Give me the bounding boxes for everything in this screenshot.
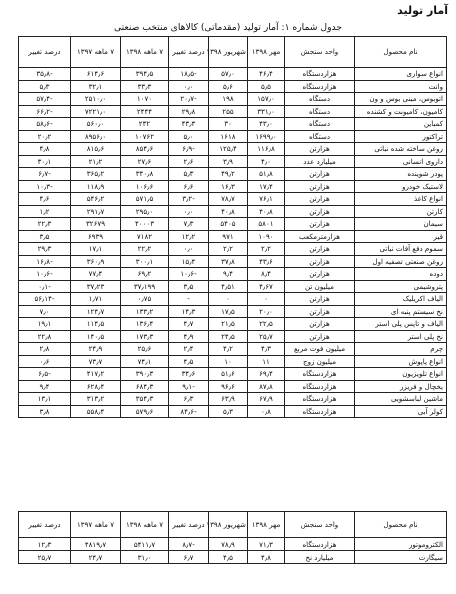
table-row xyxy=(19,143,447,156)
value-cell: ۳۳٫۳ xyxy=(121,80,169,93)
value-cell: -۳٫۲ xyxy=(169,193,209,206)
unit-cell: هزاردستگاه xyxy=(285,68,355,81)
value-cell: ۱۰۷۶۲ xyxy=(121,130,169,143)
product-name-cell: دوده xyxy=(355,268,447,281)
table-row xyxy=(19,68,447,81)
value-cell: ۵۱٫۸ xyxy=(248,168,285,181)
value-cell: ۲۷٫۶ xyxy=(121,155,169,168)
value-cell: ۸۱۵٫۶ xyxy=(71,143,121,156)
column-header: ۷ ماهه ۱۳۹۸ xyxy=(121,37,169,68)
value-cell: ۴٫۸ xyxy=(19,143,71,156)
value-cell: - xyxy=(169,293,209,306)
value-cell: -۶۶٫۲ xyxy=(19,105,71,118)
value-cell: ۳٫۵ xyxy=(169,280,209,293)
value-cell: ۸۷٫۸ xyxy=(248,380,285,393)
value-cell: ۱۶۱۸ xyxy=(209,130,248,143)
value-cell: ۴۶٫۴ xyxy=(248,68,285,81)
value-cell: ۶۹۳۹ xyxy=(71,230,121,243)
value-cell: ۹۷۱ xyxy=(209,230,248,243)
value-cell: ۳۱٫۰ xyxy=(121,551,169,564)
value-cell: ۴۳٫۶ xyxy=(248,255,285,268)
value-cell: -۰٫۱ xyxy=(19,280,71,293)
value-cell: ۵۷۱٫۵ xyxy=(121,193,169,206)
table-row xyxy=(19,551,447,564)
product-name-cell: ماشین لباسشویی xyxy=(355,393,447,406)
value-cell: ۳۹۴٫۵ xyxy=(121,68,169,81)
unit-cell: هزارمترمکعب xyxy=(285,230,355,243)
value-cell: ۲۱٫۲ xyxy=(71,155,121,168)
value-cell: ۶۳٫۹ xyxy=(209,393,248,406)
value-cell: ۶٫۶ xyxy=(169,180,209,193)
column-header: واحد سنجش xyxy=(285,37,355,68)
unit-cell: هزاردستگاه xyxy=(285,368,355,381)
product-name-cell: چرم xyxy=(355,343,447,356)
product-name-cell: نخ سیستم پنبه ای xyxy=(355,305,447,318)
value-cell: ۱۲٫۳ xyxy=(19,538,71,551)
value-cell: -۸۴٫۶ xyxy=(169,405,209,418)
product-name-cell: سیمان xyxy=(355,218,447,231)
column-header: شهریور ۱۳۹۸ xyxy=(209,512,248,538)
table-row xyxy=(19,180,447,193)
table-row xyxy=(19,118,447,131)
value-cell: ۱۱۸٫۹ xyxy=(71,180,121,193)
value-cell: ۲۹۵٫۰ xyxy=(121,205,169,218)
value-cell: ۱۹٫۱ xyxy=(19,318,71,331)
value-cell: ۱۰۶٫۶ xyxy=(121,180,169,193)
value-cell: ۵٫۵ xyxy=(248,80,285,93)
value-cell: -۶٫۵ xyxy=(19,368,71,381)
value-cell: ۶۲۸٫۴ xyxy=(71,380,121,393)
column-header: نام محصول xyxy=(355,37,447,68)
value-cell: ۷۴٫۱ xyxy=(121,355,169,368)
value-cell: ۲٫۸ xyxy=(19,343,71,356)
value-cell: -۵۷٫۴ xyxy=(19,93,71,106)
unit-cell: هزاردستگاه xyxy=(285,538,355,551)
unit-cell: هزارتن xyxy=(285,205,355,218)
product-name-cell: یخچال و فریزر xyxy=(355,380,447,393)
value-cell: ۴۳٫۳ xyxy=(169,118,209,131)
value-cell: ۱۰۹۰ xyxy=(248,230,285,243)
value-cell: ۰٫۰ xyxy=(169,80,209,93)
value-cell: ۷۶٫۱ xyxy=(248,193,285,206)
value-cell: ۵۸۰۱ xyxy=(248,218,285,231)
product-name-cell: سموم دفع آفات نباتی xyxy=(355,243,447,256)
value-cell: ۳۷٫۸ xyxy=(209,255,248,268)
unit-cell: هزاردستگاه xyxy=(285,405,355,418)
value-cell: ۴۱۷٫۲ xyxy=(71,368,121,381)
value-cell: ۴٫۵۱ xyxy=(209,280,248,293)
value-cell: ۲۵۵ xyxy=(209,105,248,118)
value-cell: ۶٫۳ xyxy=(169,393,209,406)
value-cell: -۳۵٫۸ xyxy=(19,68,71,81)
value-cell: ۹٫۴ xyxy=(19,380,71,393)
product-name-cell: انواع سواری xyxy=(355,68,447,81)
value-cell: ۴٫۸ xyxy=(248,551,285,564)
value-cell: ۷۱۸۲ xyxy=(121,230,169,243)
value-cell: ۱۲۴٫۷ xyxy=(71,305,121,318)
value-cell: -۸٫۷ xyxy=(169,538,209,551)
value-cell: ۴٫۵ xyxy=(169,355,209,368)
value-cell: ۲۲٫۲ xyxy=(121,243,169,256)
value-cell: ۲۵٫۷ xyxy=(19,551,71,564)
value-cell: ۴۳٫۰ xyxy=(248,118,285,131)
table-row xyxy=(19,405,447,418)
product-name-cell: لاستیک خودرو xyxy=(355,180,447,193)
value-cell: ۱۵٫۴ xyxy=(169,255,209,268)
value-cell: ۰٫۶ xyxy=(19,355,71,368)
value-cell: ۴٫۲ xyxy=(209,343,248,356)
value-cell: ۲۹٫۸ xyxy=(169,105,209,118)
value-cell: ۵٫۰ xyxy=(169,130,209,143)
value-cell: ۶۷٫۹ xyxy=(248,393,285,406)
value-cell: ۷۸٫۹ xyxy=(209,538,248,551)
column-header: ۷ ماهه ۱۳۹۷ xyxy=(71,37,121,68)
value-cell: ۲۴۴۴ xyxy=(121,105,169,118)
column-header: مهر ۱۳۹۸ xyxy=(248,512,285,538)
value-cell: ۱۴٫۳ xyxy=(169,305,209,318)
table-row xyxy=(19,155,447,168)
value-cell: ۵۷٫۰ xyxy=(209,68,248,81)
table-row xyxy=(19,105,447,118)
value-cell: -۹٫۱ xyxy=(169,380,209,393)
product-name-cell: کولر آبی xyxy=(355,405,447,418)
unit-cell: هزاردستگاه xyxy=(285,80,355,93)
value-cell: ۵٫۳ xyxy=(169,168,209,181)
value-cell: ۴۰٫۸ xyxy=(248,205,285,218)
value-cell: ۴٫۰ xyxy=(248,155,285,168)
product-name-cell: پودر شوینده xyxy=(355,168,447,181)
value-cell: ۲٫۶ xyxy=(169,155,209,168)
table-row xyxy=(19,193,447,206)
unit-cell: هزارتن xyxy=(285,180,355,193)
table-row xyxy=(19,293,447,306)
product-name-cell: کارتن xyxy=(355,205,447,218)
unit-cell: میلیارد نخ xyxy=(285,551,355,564)
unit-cell: هزارتن xyxy=(285,330,355,343)
value-cell: ۷۷٫۴ xyxy=(71,268,121,281)
value-cell: ۱۶٫۳ xyxy=(209,180,248,193)
value-cell: ۹٫۴ xyxy=(209,268,248,281)
value-cell: ۷۱٫۳ xyxy=(248,538,285,551)
product-name-cell: قیر xyxy=(355,230,447,243)
unit-cell: هزارتن xyxy=(285,255,355,268)
value-cell: -۶٫۷ xyxy=(19,168,71,181)
table-row xyxy=(19,318,447,331)
value-cell: ۲۴٫۵ xyxy=(209,330,248,343)
value-cell: ۲۵٫۷ xyxy=(248,330,285,343)
unit-cell: هزارتن xyxy=(285,168,355,181)
value-cell: ۳۳۱٫۰ xyxy=(248,105,285,118)
value-cell: ۰٫۸ xyxy=(248,405,285,418)
value-cell: ۵٫۳ xyxy=(209,405,248,418)
value-cell: ۵٫۳ xyxy=(19,80,71,93)
value-cell: ۷۸٫۷ xyxy=(209,193,248,206)
value-cell: ۵٫۶ xyxy=(209,80,248,93)
column-header: درصد تغییر xyxy=(169,37,209,68)
value-cell: ۳۹۰٫۳ xyxy=(121,368,169,381)
table-row xyxy=(19,330,447,343)
unit-cell: دستگاه xyxy=(285,105,355,118)
value-cell: ۲۵۱۰٫۰ xyxy=(71,93,121,106)
table-row xyxy=(19,93,447,106)
table-row xyxy=(19,268,447,281)
table-row xyxy=(19,380,447,393)
value-cell: ۲٫۲ xyxy=(248,243,285,256)
value-cell: ۴٫۶ xyxy=(19,193,71,206)
value-cell: ۱۶۹۹٫۰ xyxy=(248,130,285,143)
value-cell: ۴۸۱۹٫۷ xyxy=(71,538,121,551)
value-cell: ۱۳٫۱ xyxy=(19,393,71,406)
value-cell: ۲۹٫۳ xyxy=(19,243,71,256)
value-cell: ۲۰٫۲ xyxy=(19,130,71,143)
column-header: نام محصول xyxy=(355,512,447,538)
value-cell: -۵۶٫۱۴ xyxy=(19,293,71,306)
unit-cell: هزارتن xyxy=(285,218,355,231)
table-row xyxy=(19,343,447,356)
product-name-cell: اتوبوس، مینی بوس و ون xyxy=(355,93,447,106)
value-cell: -۵۸٫۶ xyxy=(19,118,71,131)
product-name-cell: سیگارت xyxy=(355,551,447,564)
value-cell: ۱۵۷٫۰ xyxy=(248,93,285,106)
value-cell: ۲۳۲ xyxy=(121,118,169,131)
product-name-cell: انواع کاغذ xyxy=(355,193,447,206)
table-row xyxy=(19,538,447,551)
table-row xyxy=(19,243,447,256)
product-name-cell: الیاف اکریلیک xyxy=(355,293,447,306)
value-cell: ۰ xyxy=(209,293,248,306)
product-name-cell: تراکتور xyxy=(355,130,447,143)
value-cell: ۲۲٫۸ xyxy=(19,330,71,343)
value-cell: ۱٫۷۱ xyxy=(71,293,121,306)
value-cell: ۴٫۷ xyxy=(169,318,209,331)
value-cell: ۲٫۴ xyxy=(169,343,209,356)
value-cell: ۷٫۰ xyxy=(19,305,71,318)
value-cell: ۸٫۴ xyxy=(248,268,285,281)
value-cell: ۳۴٫۶ xyxy=(169,368,209,381)
value-cell: ۵۷۹٫۶ xyxy=(121,405,169,418)
value-cell: ۴٫۹ xyxy=(169,330,209,343)
value-cell: ۰٫۷۵ xyxy=(121,293,169,306)
unit-cell: هزارتن xyxy=(285,268,355,281)
value-cell: ۳۷٫۲۳ xyxy=(71,280,121,293)
value-cell: ۰٫۰ xyxy=(169,243,209,256)
value-cell: ۱۹۸ xyxy=(209,93,248,106)
table-row xyxy=(19,255,447,268)
value-cell: ۱۷٫۴ xyxy=(248,180,285,193)
value-cell: -۶٫۹ xyxy=(169,143,209,156)
unit-cell: دستگاه xyxy=(285,93,355,106)
value-cell: ۴۹٫۲ xyxy=(209,168,248,181)
value-cell: ۱۷٫۵ xyxy=(209,305,248,318)
column-header: ۷ ماهه ۱۳۹۸ xyxy=(121,512,169,538)
production-table-continued xyxy=(18,511,447,564)
value-cell: ۱۱ xyxy=(248,355,285,368)
table-header-row xyxy=(19,512,447,538)
value-cell: ۴٫۳ xyxy=(248,343,285,356)
table-row xyxy=(19,130,447,143)
product-name-cell: روغن صنعتی تصفیه اول xyxy=(355,255,447,268)
value-cell: ۴۰٫۸ xyxy=(209,205,248,218)
value-cell: ۴٫۶۷ xyxy=(248,280,285,293)
value-cell: ۱۲۵٫۴ xyxy=(209,143,248,156)
value-cell: ۳۱۳٫۲ xyxy=(71,393,121,406)
value-cell: ۲۴٫۹ xyxy=(71,343,121,356)
value-cell: ۱۱۴٫۵ xyxy=(71,318,121,331)
value-cell: ۶۱۴٫۶ xyxy=(71,68,121,81)
value-cell: -۱۰٫۶ xyxy=(169,268,209,281)
value-cell: ۸۹۵۶٫۰ xyxy=(71,130,121,143)
value-cell: ۱۲٫۲ xyxy=(169,230,209,243)
table-row xyxy=(19,205,447,218)
value-cell: ۸۵۴٫۶ xyxy=(121,143,169,156)
product-name-cell: الیاف و تاپس پلی استر xyxy=(355,318,447,331)
value-cell: ۲۴٫۷ xyxy=(71,551,121,564)
product-name-cell: انواع تلویزیون xyxy=(355,368,447,381)
value-cell: ۳۲٫۱ xyxy=(71,80,121,93)
unit-cell: هزارتن xyxy=(285,193,355,206)
product-name-cell: روغن ساخته شده نباتی xyxy=(355,143,447,156)
value-cell: ۱۴۰٫۵ xyxy=(71,330,121,343)
value-cell: ۶۸۴٫۳ xyxy=(121,380,169,393)
value-cell: ۲۱٫۵ xyxy=(209,318,248,331)
unit-cell: هزارتن xyxy=(285,305,355,318)
product-name-cell: انواع پاپوش xyxy=(355,355,447,368)
value-cell: -۲۰٫۷ xyxy=(169,93,209,106)
table-row xyxy=(19,393,447,406)
table-row xyxy=(19,305,447,318)
product-name-cell: وانت xyxy=(355,80,447,93)
value-cell: ۲۵٫۶ xyxy=(121,343,169,356)
column-header: مهر ۱۳۹۸ xyxy=(248,37,285,68)
table-row xyxy=(19,80,447,93)
document-title: آمار تولید xyxy=(397,4,448,17)
value-cell: ۳۰ xyxy=(209,118,248,131)
value-cell: -۱۸٫۵ xyxy=(169,68,209,81)
unit-cell: هزاردستگاه xyxy=(285,393,355,406)
value-cell: ۵۴۰۵ xyxy=(209,218,248,231)
value-cell: ۲۹۱٫۷ xyxy=(71,205,121,218)
unit-cell: میلیون تن xyxy=(285,280,355,293)
value-cell: ۵۱٫۶ xyxy=(209,368,248,381)
production-table xyxy=(18,36,447,418)
column-header: درصد تغییر xyxy=(19,512,71,538)
unit-cell: هزارتن xyxy=(285,293,355,306)
product-name-cell: کامیون، کامیونت و کشنده xyxy=(355,105,447,118)
value-cell: ۷۳٫۷ xyxy=(71,355,121,368)
value-cell: ۱۰ xyxy=(209,355,248,368)
value-cell: ۴۰۰۰۳ xyxy=(121,218,169,231)
value-cell: ۳۰٫۱ xyxy=(19,155,71,168)
table-row xyxy=(19,230,447,243)
value-cell: ۳۲۶۷۹ xyxy=(71,218,121,231)
product-name-cell: کمباین xyxy=(355,118,447,131)
value-cell: ۳۶۵٫۲ xyxy=(71,168,121,181)
value-cell: ۱۷۳٫۳ xyxy=(121,330,169,343)
value-cell: ۱٫۲ xyxy=(19,205,71,218)
unit-cell: هزارتن xyxy=(285,318,355,331)
value-cell: ۶٫۷ xyxy=(169,551,209,564)
unit-cell: دستگاه xyxy=(285,130,355,143)
value-cell: ۹۶٫۶ xyxy=(209,380,248,393)
table-row xyxy=(19,218,447,231)
table-row xyxy=(19,368,447,381)
value-cell: -۱۶٫۸ xyxy=(19,255,71,268)
value-cell: -۱۰٫۶ xyxy=(19,268,71,281)
value-cell: ۷٫۳ xyxy=(169,218,209,231)
value-cell: ۶۹٫۲ xyxy=(121,268,169,281)
value-cell: ۰ xyxy=(248,293,285,306)
value-cell: ۴٫۵ xyxy=(209,551,248,564)
value-cell: ۳٫۸ xyxy=(19,405,71,418)
column-header: واحد سنجش xyxy=(285,512,355,538)
column-header: شهریور ۱۳۹۸ xyxy=(209,37,248,68)
table-caption: جدول شماره ۱: آمار تولید (مقدماتی) کالاهای منتخب صنعتی xyxy=(113,22,343,33)
product-name-cell: الکتروموتور xyxy=(355,538,447,551)
value-cell: -۱۰٫۳ xyxy=(19,180,71,193)
unit-cell: میلیارد عدد xyxy=(285,155,355,168)
value-cell: ۳۶۰٫۹ xyxy=(71,255,121,268)
value-cell: ۳٫۹ xyxy=(209,155,248,168)
value-cell: ۲۰٫۰ xyxy=(248,305,285,318)
unit-cell: هزارتن xyxy=(285,243,355,256)
value-cell: ۵۴۱۱٫۷ xyxy=(121,538,169,551)
unit-cell: دستگاه xyxy=(285,118,355,131)
product-name-cell: پتروشیمی xyxy=(355,280,447,293)
value-cell: ۳۰۰٫۱ xyxy=(121,255,169,268)
unit-cell: میلیون زوج xyxy=(285,355,355,368)
value-cell: ۳۷٫۱۹۹ xyxy=(121,280,169,293)
column-header: درصد تغییر xyxy=(169,512,209,538)
value-cell: ۳۵۴٫۳ xyxy=(121,393,169,406)
value-cell: ۳۴۰٫۸ xyxy=(121,168,169,181)
value-cell: ۶۹٫۴ xyxy=(248,368,285,381)
value-cell: ۲٫۲ xyxy=(209,243,248,256)
table-row xyxy=(19,280,447,293)
column-header: ۷ ماهه ۱۳۹۷ xyxy=(71,512,121,538)
unit-cell: میلیون فوت مربع xyxy=(285,343,355,356)
value-cell: ۱۷٫۱ xyxy=(71,243,121,256)
value-cell: ۱۳۶٫۴ xyxy=(121,318,169,331)
value-cell: ۷۲۲۱٫۰ xyxy=(71,105,121,118)
table-header-row xyxy=(19,37,447,68)
value-cell: ۳٫۵ xyxy=(19,230,71,243)
value-cell: ۲۲٫۵ xyxy=(248,318,285,331)
value-cell: ۲۲٫۳ xyxy=(19,218,71,231)
unit-cell: هزارتن xyxy=(285,143,355,156)
value-cell: ۰٫۰ xyxy=(169,205,209,218)
column-header: درصد تغییر xyxy=(19,37,71,68)
product-name-cell: داروی انسانی xyxy=(355,155,447,168)
value-cell: ۱۳۳٫۲ xyxy=(121,305,169,318)
unit-cell: هزاردستگاه xyxy=(285,380,355,393)
product-name-cell: نخ پلی استر xyxy=(355,330,447,343)
value-cell: ۵۴۶٫۲ xyxy=(71,193,121,206)
value-cell: ۱۰۷۰ xyxy=(121,93,169,106)
value-cell: ۱۱۶٫۸ xyxy=(248,143,285,156)
table-row xyxy=(19,168,447,181)
value-cell: ۵۶۰٫۰ xyxy=(71,118,121,131)
value-cell: ۵۵۸٫۴ xyxy=(71,405,121,418)
table-row xyxy=(19,355,447,368)
